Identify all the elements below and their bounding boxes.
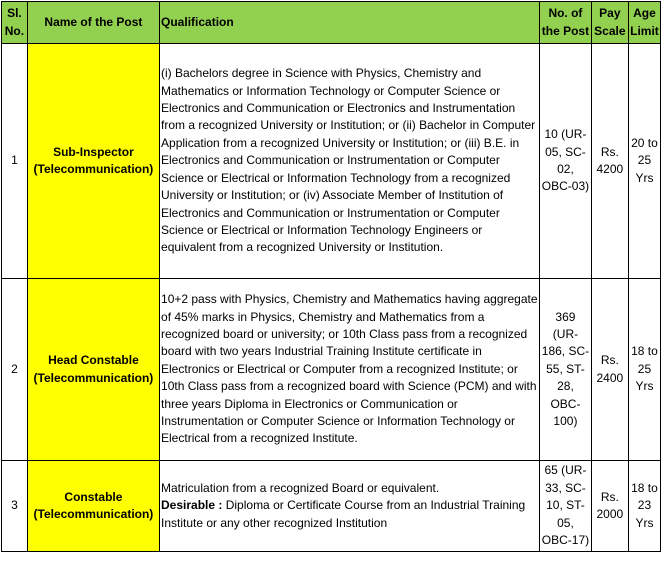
header-post-name: Name of the Post: [27, 2, 159, 44]
header-pay-scale: Pay Scale: [591, 2, 628, 44]
post-subtitle: (Telecommunication): [33, 507, 154, 521]
qualification-cell: 10+2 pass with Physics, Chemistry and Mathematics having aggregate of 45% marks in Physics, Chemistry and Mathematics from a recognized board or university; or 10th Class pass from a recognized board with two years Industrial Training Institute certificate in Electronics or Electrical or Computer from a recognized Institute; or 10th Class pass from a recognized board with Science (PCM) and with three years Diploma in Electronics or Communication or Instrumentation or Computer Science or Information Technology or Electrical from a recognized Institute.: [160, 279, 540, 461]
pay-scale-cell: Rs. 2400: [591, 279, 628, 461]
post-title: Head Constable: [48, 353, 139, 368]
no-of-post-cell: 369 (UR-186, SC-55, ST-28, OBC-100): [540, 279, 592, 461]
table-row: [2, 44, 661, 279]
pay-scale-cell: Rs. 4200: [591, 44, 628, 279]
post-subtitle: (Telecommunication): [33, 162, 154, 176]
header-no-of-post: No. of the Post: [540, 2, 592, 44]
post-name-cell: [27, 44, 159, 279]
desirable-label: Desirable :: [161, 498, 223, 513]
header-qualification: Qualification: [160, 2, 540, 44]
pay-scale-cell: Rs. 2000: [591, 461, 628, 552]
no-of-post-cell: 10 (UR-05, SC-02, OBC-03): [540, 44, 592, 279]
post-name-cell: [27, 279, 159, 461]
header-age-limit: Age Limit: [628, 2, 660, 44]
age-limit-cell: 18 to 25 Yrs: [628, 279, 660, 461]
no-of-post-cell: 65 (UR-33, SC-10, ST-05, OBC-17): [540, 461, 592, 552]
sl-no-cell: 2: [2, 279, 28, 461]
sl-no-cell: 3: [2, 461, 28, 552]
age-limit-cell: 20 to 25 Yrs: [628, 44, 660, 279]
recruitment-table: [1, 1, 661, 552]
post-title: Constable: [64, 489, 123, 504]
post-title: Sub-Inspector: [53, 144, 134, 159]
post-subtitle: (Telecommunication): [33, 370, 154, 385]
sl-no-cell: 1: [2, 44, 28, 279]
qualification-text: Matriculation from a recognized Board or equivalent.: [161, 480, 440, 495]
table-row: [2, 461, 661, 552]
header-row: [2, 2, 661, 44]
age-limit-cell: 18 to 23 Yrs: [628, 461, 660, 552]
qualification-cell: (i) Bachelors degree in Science with Physics, Chemistry and Mathematics or Information Technology or Computer Science or Electronics and Communication or Electronics and Instrumentation from a recognized University or Institution; or (ii) Bachelor in Computer Application from a recognized University or Institution; or (iii) B.E. in Electronics and Communication or Instrumentation or Computer Science or Electrical or Information Technology from a recognized University or Institution; or (iv) Associate Member of Institution of Electronics and Communication or Instrumentation or Computer Science or Electrical or Information Technology Engineers or equivalent from a recognized University or Institution.: [160, 44, 540, 279]
desirable-text: Diploma or Certificate Course from an Industrial Training Institute or any other recognized Institution: [161, 498, 526, 530]
qualification-cell: [160, 461, 540, 552]
table-row: [2, 279, 661, 461]
post-name-cell: [27, 461, 159, 552]
header-sl-no: Sl. No.: [2, 2, 28, 44]
